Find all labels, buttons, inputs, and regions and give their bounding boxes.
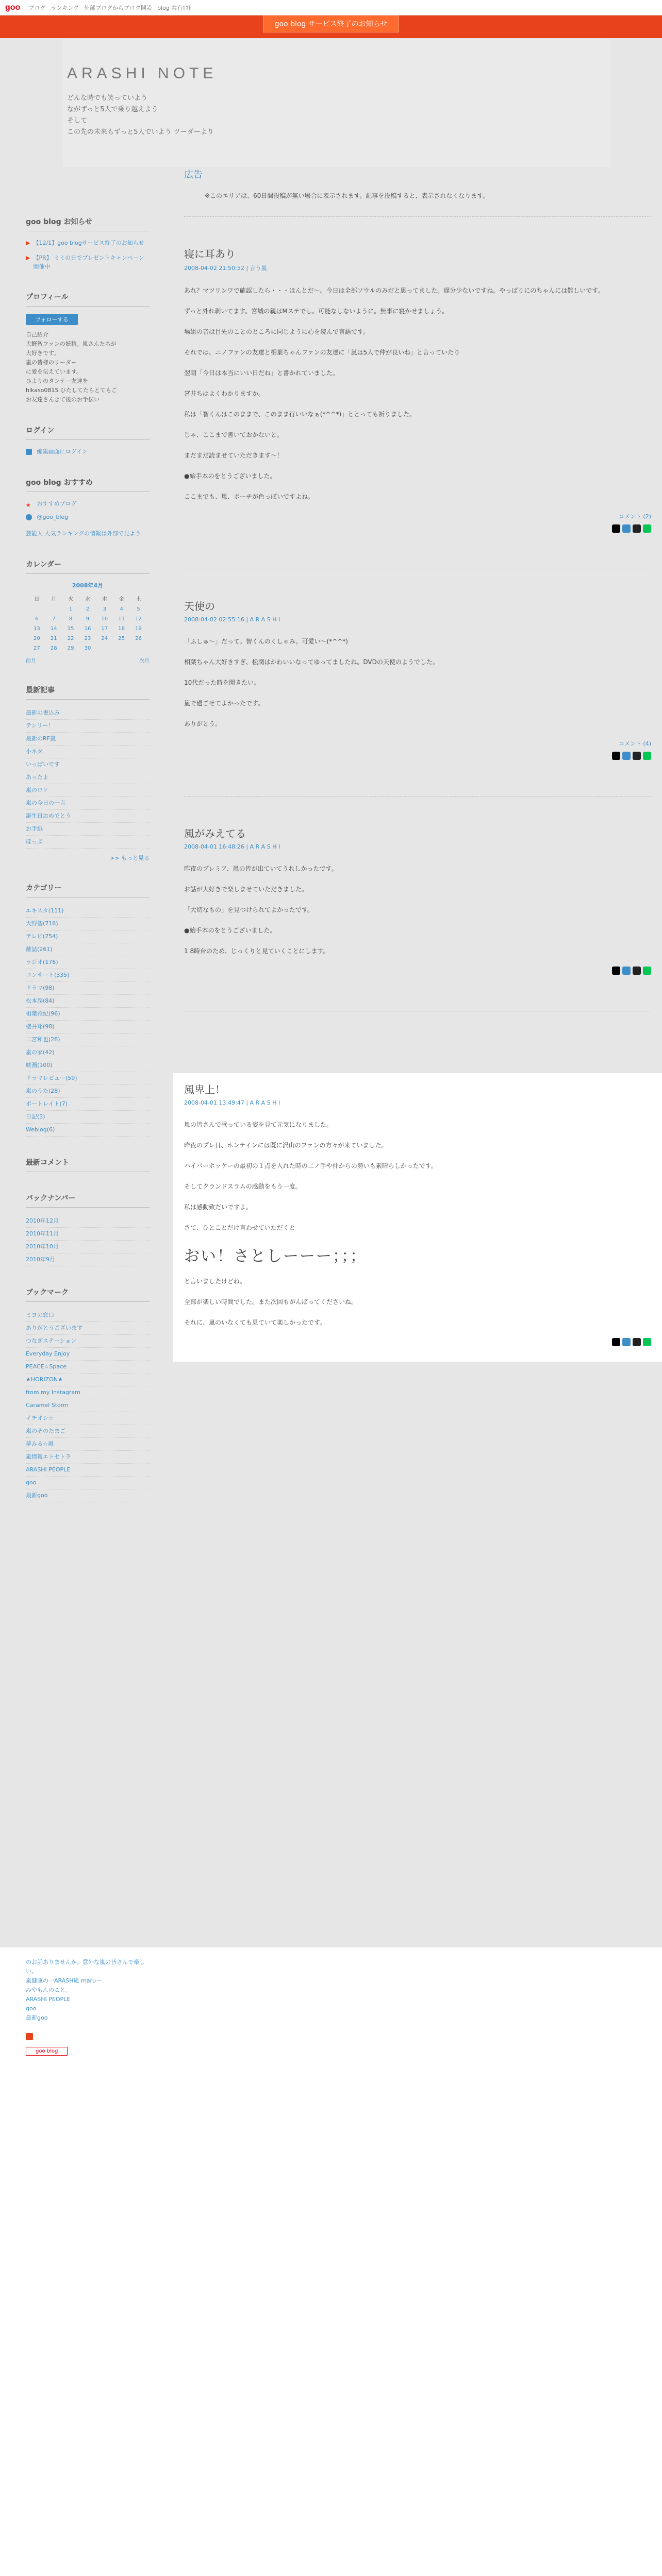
top-link-share[interactable]: blog 共有ﾘｽﾄ bbox=[157, 4, 191, 11]
post bbox=[173, 590, 662, 775]
hatena-share-icon[interactable] bbox=[633, 967, 641, 975]
calendar-day[interactable]: 2 bbox=[86, 606, 90, 612]
calendar-row bbox=[28, 614, 147, 624]
calendar-day bbox=[28, 604, 45, 614]
blog-description bbox=[67, 93, 304, 138]
post-headline: おい！さとしーーー；；； bbox=[184, 1247, 367, 1265]
recommend-section-title: goo blog おすすめ bbox=[26, 477, 150, 492]
post bbox=[173, 1073, 662, 1362]
post-paragraph: 10代だった時を聞きたい。 bbox=[184, 679, 260, 686]
recent-item[interactable]: ほっぷ bbox=[26, 836, 150, 849]
bullet-icon: ▶ bbox=[26, 255, 30, 261]
post-title[interactable]: 寝に耳あり bbox=[184, 248, 236, 260]
calendar-day[interactable]: 24 bbox=[101, 636, 108, 641]
bottom-sidebar bbox=[26, 1958, 150, 2056]
calendar-next-link[interactable]: 次月 bbox=[139, 658, 150, 664]
rss-icon[interactable] bbox=[26, 2033, 33, 2040]
calendar-day[interactable]: 5 bbox=[137, 606, 140, 612]
blog-description-line: この先の未来もずっと5人でいよう ツーダーより bbox=[67, 128, 214, 136]
ad-text: ※このエリアは、60日間投稿が無い場合に表示されます。記事を投稿すると、表示されなくなります。 bbox=[205, 192, 489, 199]
post-title[interactable]: 風卑上！ bbox=[184, 1083, 225, 1096]
bookmark-item[interactable]: ありがとうございます bbox=[26, 1322, 150, 1335]
calendar-day[interactable]: 16 bbox=[84, 626, 91, 632]
recent-item[interactable]: 小ネタ bbox=[26, 745, 150, 758]
top-link-blog[interactable]: ブログ bbox=[28, 4, 46, 11]
recent-item[interactable]: 誕生日おめでとう bbox=[26, 810, 150, 823]
notice-section bbox=[26, 216, 150, 271]
category-item[interactable]: コンサート(335) bbox=[26, 969, 150, 982]
recommend-link[interactable]: @goo_blog bbox=[37, 514, 69, 520]
login-link[interactable]: 編集画面にログイン bbox=[37, 448, 88, 455]
post-paragraph: 「ふしゅ〜」だって。智くんのくしゃみ。可愛い〜(*^^*) bbox=[184, 638, 348, 645]
bookmark-item[interactable]: 嵐情報エトセトラ bbox=[26, 1451, 150, 1464]
profile-text bbox=[26, 330, 150, 404]
top-link-ranking[interactable]: ランキング bbox=[51, 4, 79, 11]
hatena-share-icon[interactable] bbox=[633, 524, 641, 533]
x-share-icon[interactable] bbox=[612, 524, 620, 533]
post-paragraph: 昨夜のプレミア、嵐の皆が出ていてうれしかったです。 bbox=[184, 865, 338, 872]
bottom-side-line[interactable]: 嵐健康の一ARASH嵐 maru～ bbox=[26, 1977, 102, 1984]
calendar-section-title: カレンダー bbox=[26, 559, 150, 574]
category-item[interactable]: 映画(100) bbox=[26, 1059, 150, 1072]
recent-item[interactable]: 嵐の今日の一言 bbox=[26, 797, 150, 810]
calendar-weekday: 土 bbox=[136, 597, 141, 602]
post-paragraph: 嵐の皆さんで歌っている姿を見て元気になりました。 bbox=[184, 1121, 333, 1128]
calendar-day[interactable]: 3 bbox=[103, 606, 106, 612]
bookmark-item[interactable]: 嵐のそのたまご bbox=[26, 1425, 150, 1438]
category-list bbox=[26, 905, 150, 1137]
post-paragraph: さて、ひとことだけ言わせていただくと bbox=[184, 1224, 295, 1231]
divider bbox=[184, 216, 651, 217]
profile-line: ひよりのタンテー友達を bbox=[26, 378, 88, 384]
main-column bbox=[173, 160, 662, 1382]
recommend-text-link[interactable]: 芸能人 人気ランキングの情報は外部で見よう bbox=[26, 530, 141, 537]
post-paragraph: 昨夜のプレ日、ホンテインには既に沢山のファンの方々が来ていました。 bbox=[184, 1142, 388, 1149]
calendar-weekday: 火 bbox=[68, 597, 74, 602]
bottom-side-line[interactable]: みやもんのこと。 bbox=[26, 1987, 71, 1993]
profile-line: 嵐の皆様のリーダー bbox=[26, 359, 77, 366]
comment-link[interactable]: コメント (2) bbox=[618, 513, 651, 520]
category-item[interactable]: 櫻井翔(98) bbox=[26, 1021, 150, 1033]
goo-badge[interactable]: goo blog bbox=[26, 2047, 68, 2056]
calendar-day[interactable]: 29 bbox=[67, 646, 74, 651]
ad-label: 広告 bbox=[184, 170, 203, 180]
post-paragraph: ここまでも、嵐、ポーチが色っぽいですよね。 bbox=[184, 493, 315, 500]
calendar-week-row bbox=[28, 592, 147, 604]
category-item[interactable]: 嵐の家(42) bbox=[26, 1046, 150, 1059]
calendar-day[interactable]: 8 bbox=[69, 616, 73, 622]
post-paragraph: 相葉ちゃん大好きすぎ、松潤はかわいいなってゆってましたね。DVDの天使のようでした。 bbox=[184, 658, 439, 666]
calendar-day[interactable]: 26 bbox=[135, 636, 142, 641]
post-body bbox=[184, 863, 651, 956]
post-list bbox=[173, 238, 662, 1362]
rss-row bbox=[26, 2033, 150, 2042]
pencil-icon bbox=[26, 449, 32, 455]
category-item[interactable]: ラジオ(176) bbox=[26, 956, 150, 969]
calendar-day[interactable]: 17 bbox=[101, 626, 108, 632]
blog-title[interactable]: ARASHI NOTE bbox=[67, 65, 218, 82]
bottom-side-line[interactable]: goo bbox=[26, 2005, 37, 2012]
calendar-day[interactable]: 12 bbox=[135, 616, 142, 622]
backnumber-item[interactable]: 2010年12月 bbox=[26, 1215, 150, 1228]
bookmark-item[interactable]: Caramel Storm bbox=[26, 1399, 150, 1412]
notice-section-title: goo blog お知らせ bbox=[26, 216, 150, 231]
category-item[interactable]: 松本潤(84) bbox=[26, 995, 150, 1008]
category-item[interactable]: 二宮和也(28) bbox=[26, 1033, 150, 1046]
post-paragraph: まだまだ読ませていただきます〜！ bbox=[184, 452, 284, 459]
backnumber-item[interactable]: 2010年10月 bbox=[26, 1241, 150, 1253]
post-paragraph: 「大切なもの」を見つけられてよかったです。 bbox=[184, 906, 314, 913]
recent-section-title: 最新記事 bbox=[26, 685, 150, 700]
post-meta[interactable]: 2008-04-02 21:50:52 | 言う嵐 bbox=[184, 265, 267, 272]
x-share-icon[interactable] bbox=[612, 1338, 620, 1346]
category-item[interactable]: ドラマ(98) bbox=[26, 982, 150, 995]
recommend-section bbox=[26, 477, 150, 538]
calendar-day[interactable]: 18 bbox=[118, 626, 125, 632]
post-body bbox=[184, 636, 651, 729]
blog-description-line: どんな時でも笑っていよう bbox=[67, 94, 148, 102]
recent-item[interactable]: 最新のRF嵐 bbox=[26, 733, 150, 745]
share-row bbox=[184, 967, 651, 975]
recent-item[interactable]: いっぱいです bbox=[26, 758, 150, 771]
calendar-day[interactable]: 21 bbox=[50, 636, 57, 641]
goo-topbar bbox=[0, 0, 662, 15]
post-paragraph: 1 8時台のため、じっくりと見ていくことにします。 bbox=[184, 947, 329, 955]
notice-item[interactable] bbox=[26, 253, 150, 271]
login-row bbox=[26, 447, 150, 456]
calendar-day[interactable]: 20 bbox=[34, 636, 40, 641]
facebook-share-icon[interactable] bbox=[622, 1338, 631, 1346]
post-paragraph: 宮井ちはよくわかりますか。 bbox=[184, 390, 265, 397]
category-section-title: カテゴリー bbox=[26, 883, 150, 897]
post-paragraph: 私は「智くんはこのままで、このまま行いいなぁ(*^^*)」ととっても祈りました。 bbox=[184, 411, 416, 418]
bookmark-section bbox=[26, 1287, 150, 1502]
blog-description-line: ながずっと5人で乗り越えよう bbox=[67, 106, 158, 113]
category-item[interactable]: ドラマレビュー(59) bbox=[26, 1072, 150, 1085]
calendar-row bbox=[28, 634, 147, 643]
post-paragraph: あれ？マツリンワで確認したら・・・ほんとだ〜。今日は全部ソウルのみだと思ってました。遅分少ないですね。やっぱりにのちゃんには難しいです。 bbox=[184, 287, 604, 294]
post-paragraph: そしてクランドスラムの感動をもう一度。 bbox=[184, 1183, 302, 1190]
post-paragraph: 嵐で過ごせてよかったです。 bbox=[184, 700, 264, 707]
profile-line: お友達さんきて後のお手伝い bbox=[26, 396, 100, 403]
post-paragraph: ●始手本のをとうございました。 bbox=[184, 472, 276, 480]
ad-area bbox=[173, 160, 662, 201]
calendar-day[interactable]: 27 bbox=[34, 646, 40, 651]
post bbox=[173, 817, 662, 990]
comment-section-title: 最新コメント bbox=[26, 1157, 150, 1172]
line-share-icon[interactable] bbox=[643, 1338, 651, 1346]
post-paragraph: 私は感動致だいですよ。 bbox=[184, 1204, 253, 1211]
notice-item-label: 【12/1】goo blogサービス終了のお知らせ bbox=[33, 240, 144, 246]
profile-section bbox=[26, 292, 150, 404]
recent-item[interactable]: 嵐のロケ bbox=[26, 784, 150, 797]
post-meta[interactable]: 2008-04-02 02:55:16 | A R A S H I bbox=[184, 616, 280, 623]
category-section bbox=[26, 883, 150, 1137]
category-item[interactable]: 日記(3) bbox=[26, 1111, 150, 1124]
calendar-row bbox=[28, 643, 147, 653]
calendar-day[interactable]: 9 bbox=[86, 616, 90, 622]
calendar-day[interactable]: 11 bbox=[118, 616, 125, 622]
category-item[interactable]: 相葉雅紀(96) bbox=[26, 1008, 150, 1021]
calendar-day[interactable]: 1 bbox=[69, 606, 73, 612]
calendar-prev-link[interactable]: 前月 bbox=[26, 658, 36, 664]
post-body bbox=[184, 285, 651, 502]
calendar-weekday: 水 bbox=[85, 597, 90, 602]
bookmark-list bbox=[26, 1309, 150, 1502]
bottom-side-line[interactable]: のお話ありませんか。意外な嵐の皆さんで楽しい。 bbox=[26, 1959, 145, 1975]
post-body bbox=[184, 1120, 651, 1328]
recommend-row bbox=[26, 499, 150, 509]
calendar-weekday: 日 bbox=[34, 597, 40, 602]
comment-section bbox=[26, 1157, 150, 1172]
calendar-day[interactable]: 15 bbox=[67, 626, 74, 632]
backnumber-item[interactable]: 2010年11月 bbox=[26, 1228, 150, 1241]
category-item[interactable]: 嵐のうた(28) bbox=[26, 1085, 150, 1098]
category-item[interactable]: エキスタ(111) bbox=[26, 905, 150, 918]
service-notice-bar bbox=[0, 15, 662, 38]
calendar-day[interactable]: 6 bbox=[35, 616, 39, 622]
post-paragraph: 場組の音は目先のことのところに同じように心を読んで言語です。 bbox=[184, 328, 370, 335]
calendar-section bbox=[26, 559, 150, 664]
calendar-day[interactable]: 10 bbox=[101, 616, 108, 622]
calendar-weekday: 月 bbox=[51, 597, 57, 602]
calendar-table bbox=[28, 581, 147, 653]
category-item[interactable]: テレビ(754) bbox=[26, 930, 150, 943]
bookmark-item[interactable]: goo bbox=[26, 1477, 150, 1489]
bird-icon bbox=[26, 514, 32, 520]
facebook-share-icon[interactable] bbox=[622, 752, 631, 760]
facebook-share-icon[interactable] bbox=[622, 524, 631, 533]
bookmark-item[interactable]: ミヨの窓口 bbox=[26, 1309, 150, 1322]
bottom-side-line[interactable]: ARASHI PEOPLE bbox=[26, 1996, 71, 2003]
recent-item[interactable]: お手紙 bbox=[26, 823, 150, 836]
profile-line: に愛を伝えています。 bbox=[26, 368, 82, 375]
post-meta[interactable]: 2008-04-01 13:49:47 | A R A S H I bbox=[184, 1099, 280, 1106]
bookmark-item[interactable]: ARASHI PEOPLE bbox=[26, 1464, 150, 1477]
blog-header bbox=[62, 39, 610, 167]
share-row bbox=[184, 1338, 651, 1346]
hatena-share-icon[interactable] bbox=[633, 1338, 641, 1346]
top-link-create[interactable]: 外部ブログからブログ開設 bbox=[84, 4, 152, 11]
bottom-area bbox=[0, 1947, 662, 2576]
calendar-caption: 2008年4月 bbox=[72, 582, 104, 589]
post-paragraph: ずっと外れ剥いてます。宮城の親はMステでし。可能なしないように。無事に寝かせましょう。 bbox=[184, 308, 449, 315]
calendar-day[interactable]: 28 bbox=[50, 646, 57, 651]
calendar-nav bbox=[26, 656, 150, 664]
line-share-icon[interactable] bbox=[643, 967, 651, 975]
bookmark-item[interactable]: つなぎステーション bbox=[26, 1335, 150, 1348]
hatena-share-icon[interactable] bbox=[633, 752, 641, 760]
calendar-row bbox=[28, 624, 147, 634]
backnumber-section-title: バックナンバー bbox=[26, 1193, 150, 1208]
post-paragraph: ●始手本のをとうございました。 bbox=[184, 927, 276, 934]
notice-item-label: 【PR】 ミミの日でプレゼントキャンペーン開催中 bbox=[33, 255, 144, 270]
line-share-icon[interactable] bbox=[643, 752, 651, 760]
calendar-day[interactable]: 25 bbox=[118, 636, 125, 641]
calendar-day[interactable]: 23 bbox=[84, 636, 91, 641]
post-paragraph: ハイパーホッケーの最初の１点を入れた時の二ノ手や仲からの勢いも素晴らしかったです。 bbox=[184, 1162, 437, 1170]
calendar-day[interactable]: 7 bbox=[52, 616, 56, 622]
bookmark-item[interactable]: イチオシ☆ bbox=[26, 1412, 150, 1425]
bookmark-item[interactable]: PEACE☆Space bbox=[26, 1361, 150, 1374]
calendar-day bbox=[113, 643, 130, 653]
comment-link[interactable]: コメント (4) bbox=[618, 740, 651, 747]
share-row bbox=[184, 752, 651, 760]
calendar-day[interactable]: 22 bbox=[67, 636, 74, 641]
bookmark-item[interactable]: ★HORIZON★ bbox=[26, 1374, 150, 1386]
post-paragraph: じゃ、ここまで書いておかないと。 bbox=[184, 431, 284, 438]
calendar-body bbox=[28, 604, 147, 653]
goo-logo[interactable]: goo bbox=[5, 3, 21, 12]
calendar-day bbox=[96, 643, 113, 653]
post-paragraph: と言いましたけどね。 bbox=[184, 1278, 246, 1285]
profile-line: 大好きです。 bbox=[26, 350, 60, 357]
login-section bbox=[26, 425, 150, 456]
post-meta[interactable]: 2008-04-01 16:48:26 | A R A S H I bbox=[184, 843, 280, 850]
bullet-icon: ▶ bbox=[26, 240, 30, 246]
recent-list bbox=[26, 707, 150, 849]
profile-section-title: プロフィール bbox=[26, 292, 150, 307]
sidebar bbox=[26, 216, 150, 1523]
recent-item[interactable]: 最新の書込み bbox=[26, 707, 150, 720]
calendar-day[interactable]: 14 bbox=[50, 626, 57, 632]
backnumber-list bbox=[26, 1215, 150, 1266]
star-icon: ★ bbox=[26, 502, 31, 509]
post-title[interactable]: 天使の bbox=[184, 600, 215, 613]
calendar-day[interactable]: 4 bbox=[120, 606, 123, 612]
calendar-weekday: 木 bbox=[102, 597, 107, 602]
backnumber-item[interactable]: 2010年9月 bbox=[26, 1253, 150, 1266]
category-item[interactable]: 雑誌(261) bbox=[26, 943, 150, 956]
calendar-weekday: 金 bbox=[119, 597, 124, 602]
profile-line: 大野智ファンの妖精。嵐さんたちが bbox=[26, 341, 117, 347]
post-paragraph: 翌朝「今日は本当にいい日だね」と書かれていました。 bbox=[184, 369, 339, 377]
recent-item[interactable]: あったよ bbox=[26, 771, 150, 784]
post bbox=[173, 238, 662, 548]
post-paragraph: お話が大好きで楽しませていただきました。 bbox=[184, 886, 308, 893]
profile-line: hikaso0815 ひたしてたらとてもご bbox=[26, 387, 117, 394]
bookmark-section-title: ブックマーク bbox=[26, 1287, 150, 1302]
category-item[interactable]: Weblog(6) bbox=[26, 1124, 150, 1137]
post-title[interactable]: 風がみえてる bbox=[184, 827, 246, 840]
backnumber-section bbox=[26, 1193, 150, 1266]
recent-section bbox=[26, 685, 150, 862]
bookmark-item[interactable]: from my Instagram bbox=[26, 1386, 150, 1399]
post-paragraph: それに、嵐のいなくても見ていて楽しかったです。 bbox=[184, 1319, 326, 1326]
follow-button[interactable]: フォローする bbox=[26, 314, 78, 325]
bookmark-item[interactable]: 夢みる☆嵐 bbox=[26, 1438, 150, 1451]
line-share-icon[interactable] bbox=[643, 524, 651, 533]
calendar-day[interactable]: 19 bbox=[135, 626, 142, 632]
notice-item[interactable] bbox=[26, 239, 150, 247]
post-paragraph: ありがとう。 bbox=[184, 720, 222, 727]
recent-more-link[interactable]: >> もっと見る bbox=[110, 855, 150, 861]
x-share-icon[interactable] bbox=[612, 752, 620, 760]
service-notice-link[interactable]: goo blog サービス終了のお知らせ bbox=[263, 15, 400, 32]
bottom-side-line[interactable]: 最新goo bbox=[26, 2014, 48, 2021]
recommend-link[interactable]: おすすめブログ bbox=[37, 500, 77, 507]
blog-description-line: そして bbox=[67, 117, 88, 125]
login-section-title: ログイン bbox=[26, 425, 150, 440]
calendar-day[interactable]: 13 bbox=[34, 626, 40, 632]
profile-line: 自己紹介 bbox=[26, 331, 48, 338]
facebook-share-icon[interactable] bbox=[622, 967, 631, 975]
category-item[interactable]: ポートレイト(7) bbox=[26, 1098, 150, 1111]
category-item[interactable]: 大野智(716) bbox=[26, 918, 150, 930]
bookmark-item[interactable]: Everyday Enjoy bbox=[26, 1348, 150, 1361]
bookmark-item[interactable]: 最新goo bbox=[26, 1489, 150, 1502]
calendar-day bbox=[130, 643, 147, 653]
recent-item[interactable]: テンリー！ bbox=[26, 720, 150, 733]
calendar-row bbox=[28, 604, 147, 614]
bottom-side-text bbox=[26, 1958, 150, 2023]
calendar-day[interactable]: 30 bbox=[84, 646, 91, 651]
recommend-row bbox=[26, 513, 150, 522]
share-row bbox=[184, 524, 651, 533]
calendar-day bbox=[45, 604, 62, 614]
post-paragraph: それでは、ニノファンの友達と相葉ちゃんファンの友達に「嵐は5人で仲が良いね」と言っていたり bbox=[184, 349, 460, 356]
x-share-icon[interactable] bbox=[612, 967, 620, 975]
post-paragraph: 全部が楽しい時間でした。また次回もがんばってくださいね。 bbox=[184, 1298, 358, 1306]
